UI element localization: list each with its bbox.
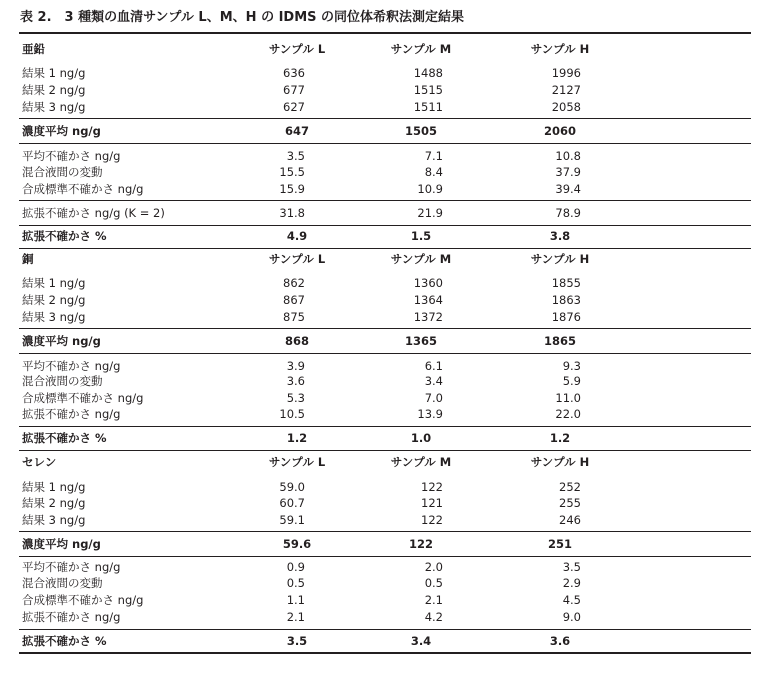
zinc-uncertainty-row-3-value-3: 39.4: [555, 182, 581, 196]
copper-uncertainty-row-4-value-3: 22.0: [555, 407, 581, 421]
copper-uncertainty-row-1-value-3: 9.3: [562, 359, 581, 373]
copper-uncertainty-row-2-value-2: 3.4: [424, 374, 443, 388]
selenium-mean-row-value-1: 59.6: [282, 537, 312, 551]
selenium-result-row-1-value-2: 122: [421, 480, 443, 494]
selenium-result-row-2-value-3: 255: [559, 496, 581, 510]
zinc-expanded-absolute-row-value-1: 31.8: [279, 206, 305, 220]
copper-uncertainty-row-2-label: 混合液間の変動: [22, 374, 103, 388]
selenium-uncertainty-row-1-value-3: 3.5: [562, 560, 581, 574]
copper-expanded-percent-row-value-3: 1.2: [549, 431, 571, 445]
zinc-rule-after-expanded-absolute: [19, 225, 751, 226]
zinc-uncertainty-row-1-value-1: 3.5: [286, 149, 305, 163]
zinc-section-bottom-rule: [19, 248, 751, 249]
zinc-expanded-absolute-row-value-3: 78.9: [555, 206, 581, 220]
copper-result-row-3-value-1: 875: [283, 310, 305, 324]
zinc-mean-row-value-3: 2060: [543, 124, 577, 138]
zinc-mean-row-value-1: 647: [284, 124, 310, 138]
selenium-expanded-percent-row-value-1: 3.5: [286, 634, 308, 648]
zinc-result-row-2-label: 結果 2 ng/g: [22, 83, 86, 97]
selenium-uncertainty-row-3-label: 合成標準不確かさ ng/g: [22, 593, 144, 607]
copper-result-row-3-value-3: 1876: [551, 310, 581, 324]
zinc-uncertainty-row-2-value-2: 8.4: [424, 165, 443, 179]
selenium-rule-after-results: [19, 531, 751, 532]
zinc-uncertainty-row-3-value-1: 15.9: [279, 182, 305, 196]
zinc-result-row-1-value-3: 1996: [551, 66, 581, 80]
selenium-uncertainty-row-2-value-3: 2.9: [562, 576, 581, 590]
selenium-uncertainty-row-3-value-2: 2.1: [424, 593, 443, 607]
zinc-uncertainty-row-1-label: 平均不確かさ ng/g: [22, 149, 121, 163]
selenium-column-header-3: サンプル H: [530, 455, 590, 469]
zinc-column-header-3: サンプル H: [530, 42, 590, 56]
zinc-mean-row-label: 濃度平均 ng/g: [22, 124, 101, 138]
zinc-expanded-percent-row-label: 拡張不確かさ %: [22, 229, 107, 243]
copper-uncertainty-row-1-label: 平均不確かさ ng/g: [22, 359, 121, 373]
zinc-expanded-absolute-row-label: 拡張不確かさ ng/g (K = 2): [22, 206, 165, 220]
selenium-result-row-3-value-2: 122: [421, 513, 443, 527]
selenium-result-row-2-label: 結果 2 ng/g: [22, 496, 86, 510]
copper-result-row-2-value-3: 1863: [551, 293, 581, 307]
copper-column-header-2: サンプル M: [390, 252, 452, 266]
copper-uncertainty-row-4-value-2: 13.9: [417, 407, 443, 421]
selenium-expanded-percent-row-label: 拡張不確かさ %: [22, 634, 107, 648]
selenium-mean-row-value-3: 251: [547, 537, 573, 551]
zinc-result-row-1-value-1: 636: [283, 66, 305, 80]
selenium-result-row-2-value-1: 60.7: [279, 496, 305, 510]
copper-column-header-1: サンプル L: [268, 252, 326, 266]
copper-result-row-3-value-2: 1372: [413, 310, 443, 324]
copper-result-row-1-value-2: 1360: [413, 276, 443, 290]
selenium-expanded-percent-row-value-3: 3.6: [549, 634, 571, 648]
copper-uncertainty-row-2-value-3: 5.9: [562, 374, 581, 388]
selenium-column-header-2: サンプル M: [390, 455, 452, 469]
zinc-rule-after-results: [19, 118, 751, 119]
selenium-result-row-1-value-3: 252: [559, 480, 581, 494]
copper-rule-after-results: [19, 328, 751, 329]
zinc-result-row-2-value-2: 1515: [413, 83, 443, 97]
selenium-uncertainty-row-1-value-1: 0.9: [286, 560, 305, 574]
copper-mean-row-label: 濃度平均 ng/g: [22, 334, 101, 348]
copper-uncertainty-row-3-label: 合成標準不確かさ ng/g: [22, 391, 144, 405]
zinc-column-header-2: サンプル M: [390, 42, 452, 56]
zinc-result-row-2-value-1: 677: [283, 83, 305, 97]
selenium-uncertainty-row-2-label: 混合液間の変動: [22, 576, 103, 590]
zinc-expanded-percent-row-value-1: 4.9: [286, 229, 308, 243]
copper-mean-row-value-1: 868: [284, 334, 310, 348]
zinc-expanded-percent-row-value-2: 1.5: [410, 229, 432, 243]
zinc-mean-row-value-2: 1505: [404, 124, 438, 138]
copper-section-bottom-rule: [19, 450, 751, 451]
selenium-uncertainty-row-2-value-2: 0.5: [424, 576, 443, 590]
zinc-expanded-percent-row-value-3: 3.8: [549, 229, 571, 243]
selenium-result-row-2-value-2: 121: [421, 496, 443, 510]
copper-uncertainty-row-3-value-3: 11.0: [555, 391, 581, 405]
selenium-uncertainty-row-1-label: 平均不確かさ ng/g: [22, 560, 121, 574]
zinc-uncertainty-row-1-value-3: 10.8: [555, 149, 581, 163]
copper-rule-after-mean: [19, 353, 751, 354]
copper-result-row-3-label: 結果 3 ng/g: [22, 310, 86, 324]
selenium-expanded-percent-row-value-2: 3.4: [410, 634, 432, 648]
copper-uncertainty-row-3-value-1: 5.3: [286, 391, 305, 405]
zinc-element-heading: 亜鉛: [22, 42, 45, 56]
copper-expanded-percent-row-value-1: 1.2: [286, 431, 308, 445]
selenium-element-heading: セレン: [22, 455, 57, 469]
copper-rule-after-uncertainty: [19, 426, 751, 427]
copper-column-header-3: サンプル H: [530, 252, 590, 266]
selenium-rule-after-uncertainty: [19, 629, 751, 630]
copper-expanded-percent-row-value-2: 1.0: [410, 431, 432, 445]
selenium-uncertainty-row-4-label: 拡張不確かさ ng/g: [22, 610, 121, 624]
selenium-result-row-1-value-1: 59.0: [279, 480, 305, 494]
copper-mean-row-value-3: 1865: [543, 334, 577, 348]
zinc-uncertainty-row-2-value-3: 37.9: [555, 165, 581, 179]
zinc-result-row-3-value-1: 627: [283, 100, 305, 114]
selenium-rule-after-mean: [19, 556, 751, 557]
copper-uncertainty-row-3-value-2: 7.0: [424, 391, 443, 405]
copper-result-row-1-label: 結果 1 ng/g: [22, 276, 86, 290]
selenium-section-bottom-rule: [19, 652, 751, 654]
copper-result-row-2-value-2: 1364: [413, 293, 443, 307]
table-title: 表 2. 3 種類の血清サンプル L、M、H の IDMS の同位体希釈法測定結果: [20, 10, 465, 25]
zinc-uncertainty-row-3-label: 合成標準不確かさ ng/g: [22, 182, 144, 196]
zinc-uncertainty-row-1-value-2: 7.1: [424, 149, 443, 163]
copper-uncertainty-row-2-value-1: 3.6: [286, 374, 305, 388]
zinc-rule-after-mean: [19, 143, 751, 144]
copper-uncertainty-row-1-value-2: 6.1: [424, 359, 443, 373]
selenium-uncertainty-row-3-value-3: 4.5: [562, 593, 581, 607]
zinc-rule-after-uncertainty: [19, 200, 751, 201]
zinc-column-header-1: サンプル L: [268, 42, 326, 56]
selenium-mean-row-label: 濃度平均 ng/g: [22, 537, 101, 551]
zinc-result-row-3-value-3: 2058: [551, 100, 581, 114]
copper-uncertainty-row-4-value-1: 10.5: [279, 407, 305, 421]
zinc-uncertainty-row-3-value-2: 10.9: [417, 182, 443, 196]
zinc-result-row-3-value-2: 1511: [413, 100, 443, 114]
selenium-result-row-1-label: 結果 1 ng/g: [22, 480, 86, 494]
copper-result-row-2-value-1: 867: [283, 293, 305, 307]
zinc-expanded-absolute-row-value-2: 21.9: [417, 206, 443, 220]
copper-result-row-1-value-1: 862: [283, 276, 305, 290]
selenium-uncertainty-row-4-value-3: 9.0: [562, 610, 581, 624]
selenium-mean-row-value-2: 122: [408, 537, 434, 551]
zinc-uncertainty-row-2-label: 混合液間の変動: [22, 165, 103, 179]
copper-result-row-2-label: 結果 2 ng/g: [22, 293, 86, 307]
zinc-result-row-3-label: 結果 3 ng/g: [22, 100, 86, 114]
copper-expanded-percent-row-label: 拡張不確かさ %: [22, 431, 107, 445]
copper-result-row-1-value-3: 1855: [551, 276, 581, 290]
selenium-uncertainty-row-1-value-2: 2.0: [424, 560, 443, 574]
top-rule: [19, 32, 751, 34]
zinc-result-row-1-label: 結果 1 ng/g: [22, 66, 86, 80]
selenium-result-row-3-value-1: 59.1: [279, 513, 305, 527]
selenium-column-header-1: サンプル L: [268, 455, 326, 469]
copper-mean-row-value-2: 1365: [404, 334, 438, 348]
selenium-result-row-3-value-3: 246: [559, 513, 581, 527]
copper-uncertainty-row-4-label: 拡張不確かさ ng/g: [22, 407, 121, 421]
zinc-result-row-1-value-2: 1488: [413, 66, 443, 80]
copper-uncertainty-row-1-value-1: 3.9: [286, 359, 305, 373]
zinc-uncertainty-row-2-value-1: 15.5: [279, 165, 305, 179]
zinc-result-row-2-value-3: 2127: [551, 83, 581, 97]
selenium-result-row-3-label: 結果 3 ng/g: [22, 513, 86, 527]
selenium-uncertainty-row-4-value-2: 4.2: [424, 610, 443, 624]
selenium-uncertainty-row-3-value-1: 1.1: [286, 593, 305, 607]
copper-element-heading: 銅: [22, 252, 34, 266]
selenium-uncertainty-row-4-value-1: 2.1: [286, 610, 305, 624]
selenium-uncertainty-row-2-value-1: 0.5: [286, 576, 305, 590]
